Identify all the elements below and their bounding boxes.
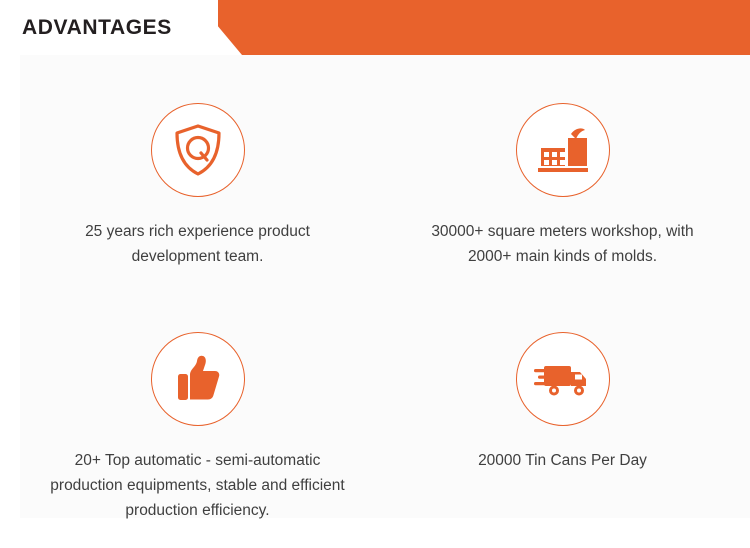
advantage-text-2: 30000+ square meters workshop, with 2000+ main kinds of molds. — [431, 223, 694, 265]
shield-quality-icon — [151, 103, 245, 197]
factory-icon — [516, 103, 610, 197]
page-title: ADVANTAGES — [22, 16, 172, 39]
advantage-text-1: 25 years rich experience product development team. — [85, 223, 310, 265]
left-margin-strip — [0, 55, 20, 548]
delivery-truck-icon — [516, 332, 610, 426]
advantage-item-1 — [20, 55, 375, 300]
advantages-grid — [20, 55, 750, 518]
advantage-text-4: 20000 Tin Cans Per Day — [478, 452, 647, 469]
advantage-item-3 — [20, 300, 375, 518]
advantages-content — [0, 55, 750, 548]
advantage-item-2 — [375, 55, 750, 300]
thumbs-up-icon — [151, 332, 245, 426]
section-header — [0, 0, 750, 55]
header-slant-shape — [196, 0, 242, 55]
advantage-text-3: 20+ Top automatic - semi-automatic production equipments, stable and efficient production efficiency. — [50, 452, 345, 519]
advantage-item-4 — [375, 300, 750, 518]
